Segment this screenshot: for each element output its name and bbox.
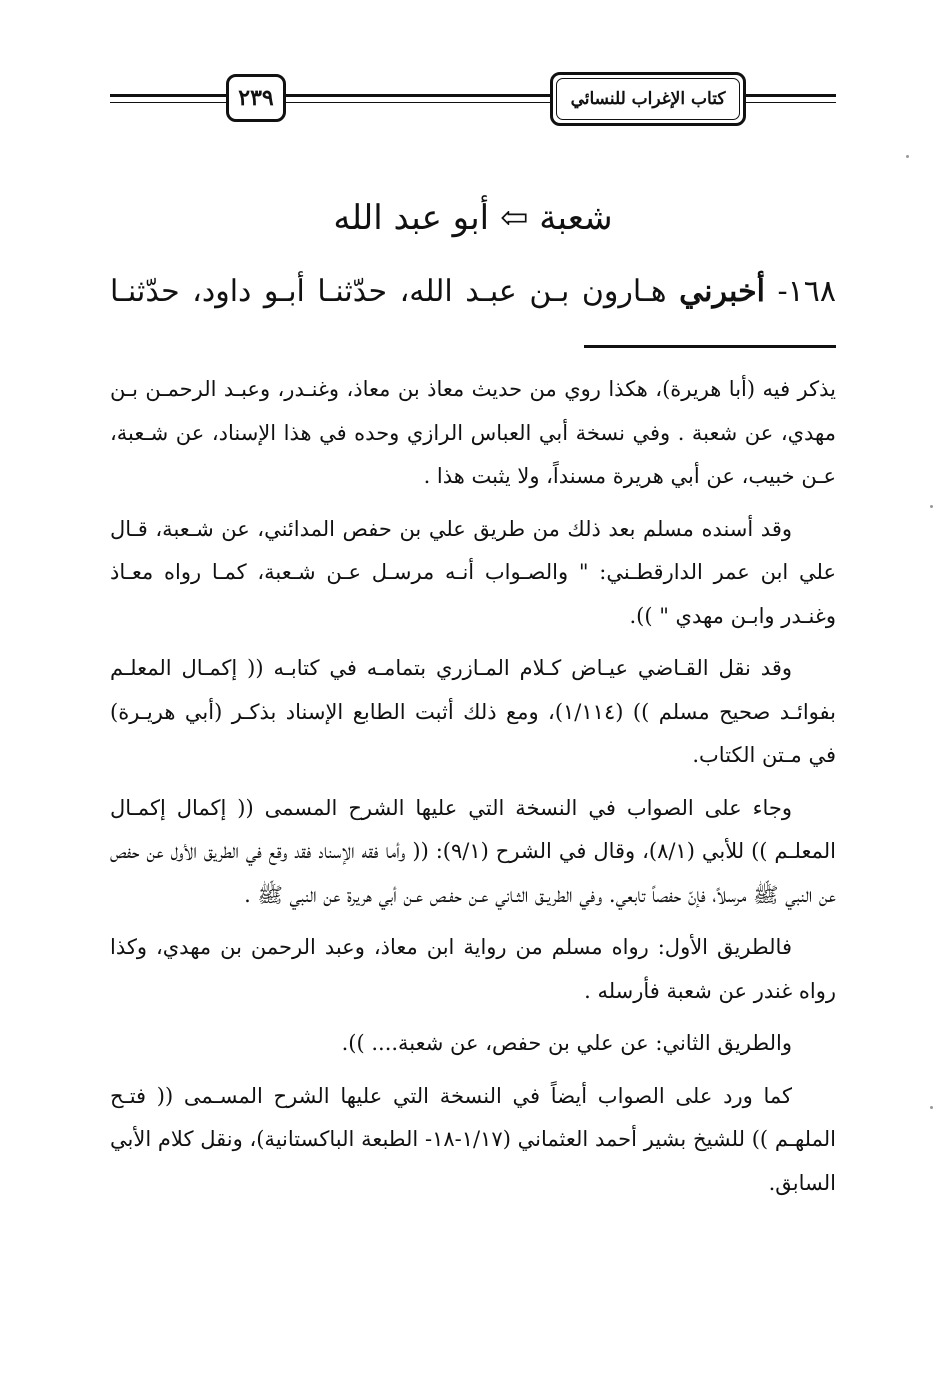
header-rule-right-top — [746, 94, 836, 97]
margin-mark — [930, 505, 933, 508]
footnote-paragraph: وقد أسنده مسلم بعد ذلك من طريق علي بن حفص المدائني، عن شـعبة، قـال علي ابن عمر الدارقطـني: " والصـواب أنـه مرسـل عـن شـعبة، كمـا رواه معـاذ وغنـدر وابـن مهدي " )). — [110, 516, 836, 628]
footnote-paragraph: وجاء على الصواب في النسخة التي عليها الشرح المسمى (( إكمال إكمـال المعلـم )) للأبي (٨/١)، وقال في الشرح (٩/١): (( وأما فقه الإسناد فقد وقع في الطريق الأول عن حفص عن النبي ﷺ مرسلاً، فإنّ حفصاً تابعي. وفي الطريـق الثـاني عـن حفـص عـن أبي هريرة عن النبي ﷺ . — [110, 795, 836, 907]
hadith-number: ١٦٨- — [764, 274, 836, 309]
footnote-separator — [584, 345, 836, 348]
chapter-title: شعبة ⇦ أبو عبد الله — [333, 198, 613, 238]
hadith-akhbarani: أخبرني — [679, 274, 765, 309]
header-rule-middle-bottom — [286, 102, 550, 103]
margin-mark — [930, 1106, 933, 1109]
hadith-line — [110, 262, 836, 322]
footnote-paragraph: والطريق الثاني: عن علي بن حفص، عن شعبة.... )). — [341, 1031, 792, 1055]
page-header — [110, 64, 836, 144]
margin-mark — [906, 155, 909, 158]
footnote-paragraph: كما ورد على الصواب أيضاً في النسخة التي عليها الشرح المسـمى (( فتـح الملهـم )) للشيخ بشير أحمد العثماني (١/١٧-١٨- الطبعة الباكستانية)، ونقل كلام الأبي السابق. — [110, 1083, 836, 1195]
header-rule-left-bottom — [110, 102, 226, 103]
header-rule-left-top — [110, 94, 226, 97]
header-rule-right-bottom — [746, 102, 836, 103]
footnote-paragraph: يذكر فيه (أبا هريرة)، هكذا روي من حديث معاذ بن معاذ، وغنـدر، وعبـد الرحمـن بـن مهدي، عن شعبة . وفي نسخة أبي العباس الرازي وحده في هذا الإسناد، عن شـعبة، عـن خبيب، عن أبي هريرة مسنداً، ولا يثبت هذا . — [110, 377, 836, 488]
footnote-paragraph: فالطريق الأول: رواه مسلم من رواية ابن معاذ، وعبد الرحمن بن مهدي، وكذا رواه غندر عن شعبة فأرسله . — [110, 935, 836, 1003]
header-rule-middle-top — [286, 94, 550, 97]
book-title: كتاب الإغراب للنسائي — [550, 72, 746, 126]
hadith-chain: هـارون بـن عبـد الله، حدّثنـا أبـو داود، حدّثنـا — [110, 274, 680, 309]
footnote-paragraph: وقد نقل القـاضي عيـاض كـلام المـازري بتمامـه في كتابـه (( إكمـال المعلـم بفوائـد صحيح مسلم )) (١/١١٤)، ومع ذلك أثبت الطابع الإسناد بذكـر (أبي هريـرة) في مـتن الكتاب. — [110, 656, 836, 767]
page-number: ٢٣٩ — [226, 74, 286, 122]
footnote-body — [110, 368, 836, 1214]
